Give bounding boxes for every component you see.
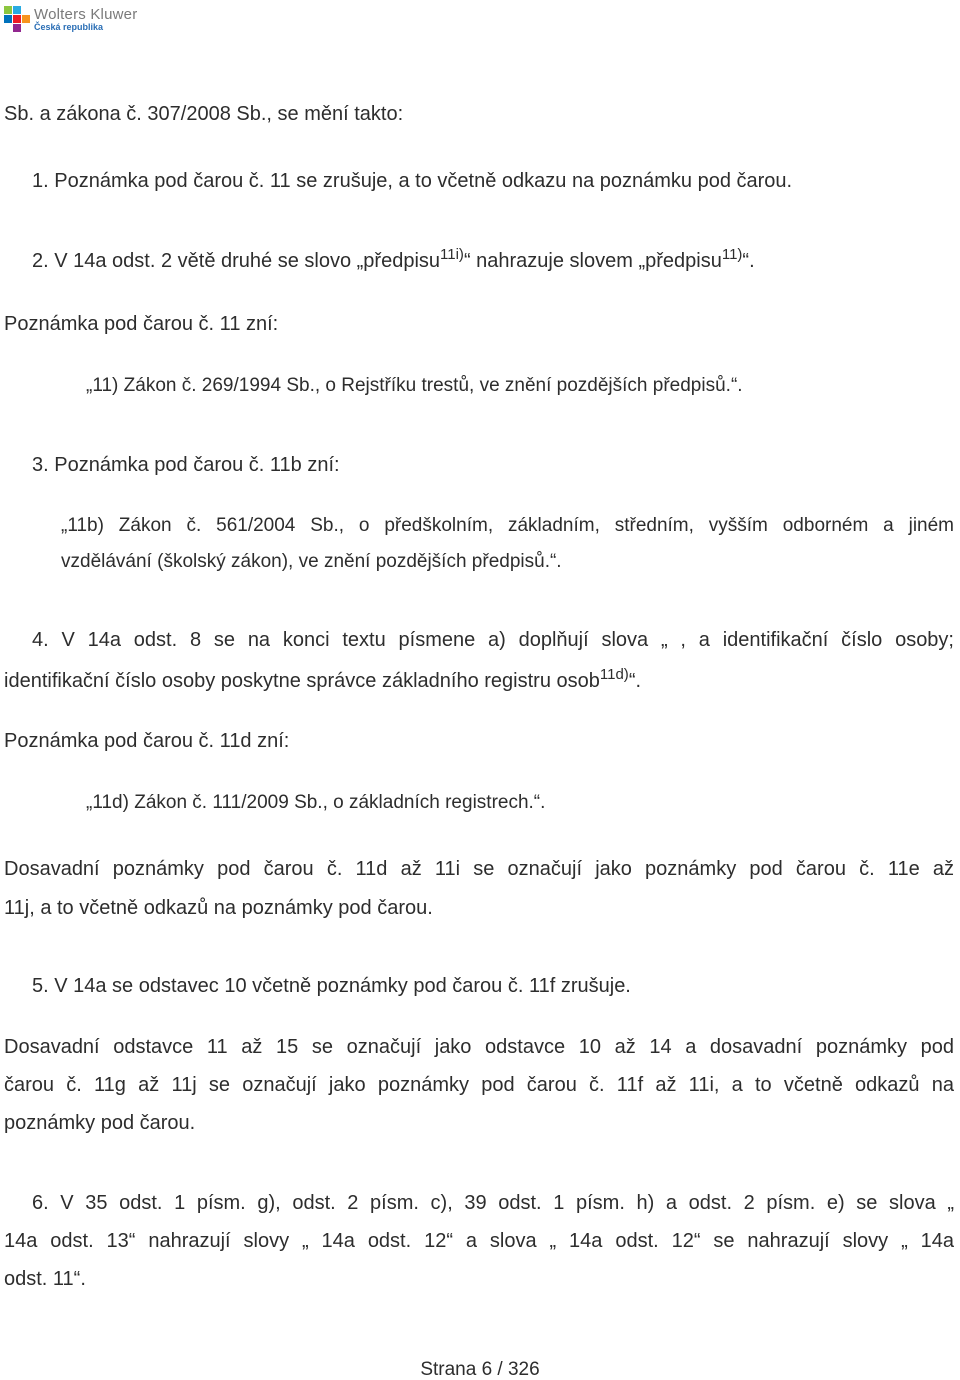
footnote-ref: 11d) [599, 666, 629, 683]
footnote-text-line: „11) Zákon č. 269/1994 Sb., o Rejstříku trestů, ve znění pozdějších předpisů.“. [86, 375, 743, 396]
text-line: odst. 11“. [4, 1268, 86, 1290]
text-segment: 2. V 14a odst. 2 větě druhé se slovo „předpisu [32, 250, 441, 272]
footnote-text-line: vzdělávání (školský zákon), ve znění pozdějších předpisů.“. [61, 551, 562, 572]
text-segment: “ nahrazuje slovem „předpisu [463, 250, 722, 272]
text-line: 6. V 35 odst. 1 písm. g), odst. 2 písm. c), 39 odst. 1 písm. h) a odst. 2 písm. e) se slova „ [32, 1192, 954, 1214]
text-segment: “. [742, 250, 755, 272]
footnote-text-line: „11b) Zákon č. 561/2004 Sb., o předškolním, základním, středním, vyšším odborném a jiném [61, 515, 954, 536]
text-line: Poznámka pod čarou č. 11 zní: [4, 313, 279, 335]
text-line: 3. Poznámka pod čarou č. 11b zní: [32, 454, 340, 476]
text-line: Poznámka pod čarou č. 11d zní: [4, 730, 290, 752]
text-line [32, 246, 755, 272]
page-number: Strana 6 / 326 [420, 1359, 540, 1380]
footnote-ref: 11) [721, 246, 743, 263]
text-line: Sb. a zákona č. 307/2008 Sb., se mění takto: [4, 103, 404, 125]
text-line: 4. V 14a odst. 8 se na konci textu písmene a) doplňují slova „ , a identifikační číslo osoby; [32, 629, 954, 651]
footnote-ref: 11i) [440, 246, 464, 263]
text-line: čarou č. 11g až 11j se označují jako poznámky pod čarou č. 11f až 11i, a to včetně odkazů na [4, 1074, 954, 1096]
text-segment: “. [628, 670, 642, 692]
wolters-kluwer-logo-icon [4, 6, 30, 32]
text-line: 14a odst. 13“ nahrazují slovy „ 14a odst. 12“ a slova „ 14a odst. 12“ se nahrazují slovy „ 14a [4, 1230, 954, 1252]
text-line: Dosavadní odstavce 11 až 15 se označují jako odstavce 10 až 14 a dosavadní poznámky pod [4, 1036, 954, 1058]
logo-brand-text: Wolters Kluwer [34, 5, 138, 23]
publisher-logo [4, 4, 137, 34]
text-line: 11j, a to včetně odkazů na poznámky pod čarou. [4, 897, 433, 919]
footnote-text-line: „11d) Zákon č. 111/2009 Sb., o základních registrech.“. [86, 792, 546, 813]
text-line [4, 666, 642, 692]
text-line: 5. V 14a se odstavec 10 včetně poznámky pod čarou č. 11f zrušuje. [32, 975, 631, 997]
text-line: Dosavadní poznámky pod čarou č. 11d až 11i se označují jako poznámky pod čarou č. 11e až [4, 858, 954, 880]
text-segment: identifikační číslo osoby poskytne správce základního registru osob [4, 670, 600, 692]
text-line: 1. Poznámka pod čarou č. 11 se zrušuje, a to včetně odkazu na poznámku pod čarou. [32, 170, 793, 192]
logo-subtitle-text: Česká republika [34, 21, 104, 32]
text-line: poznámky pod čarou. [4, 1112, 196, 1134]
